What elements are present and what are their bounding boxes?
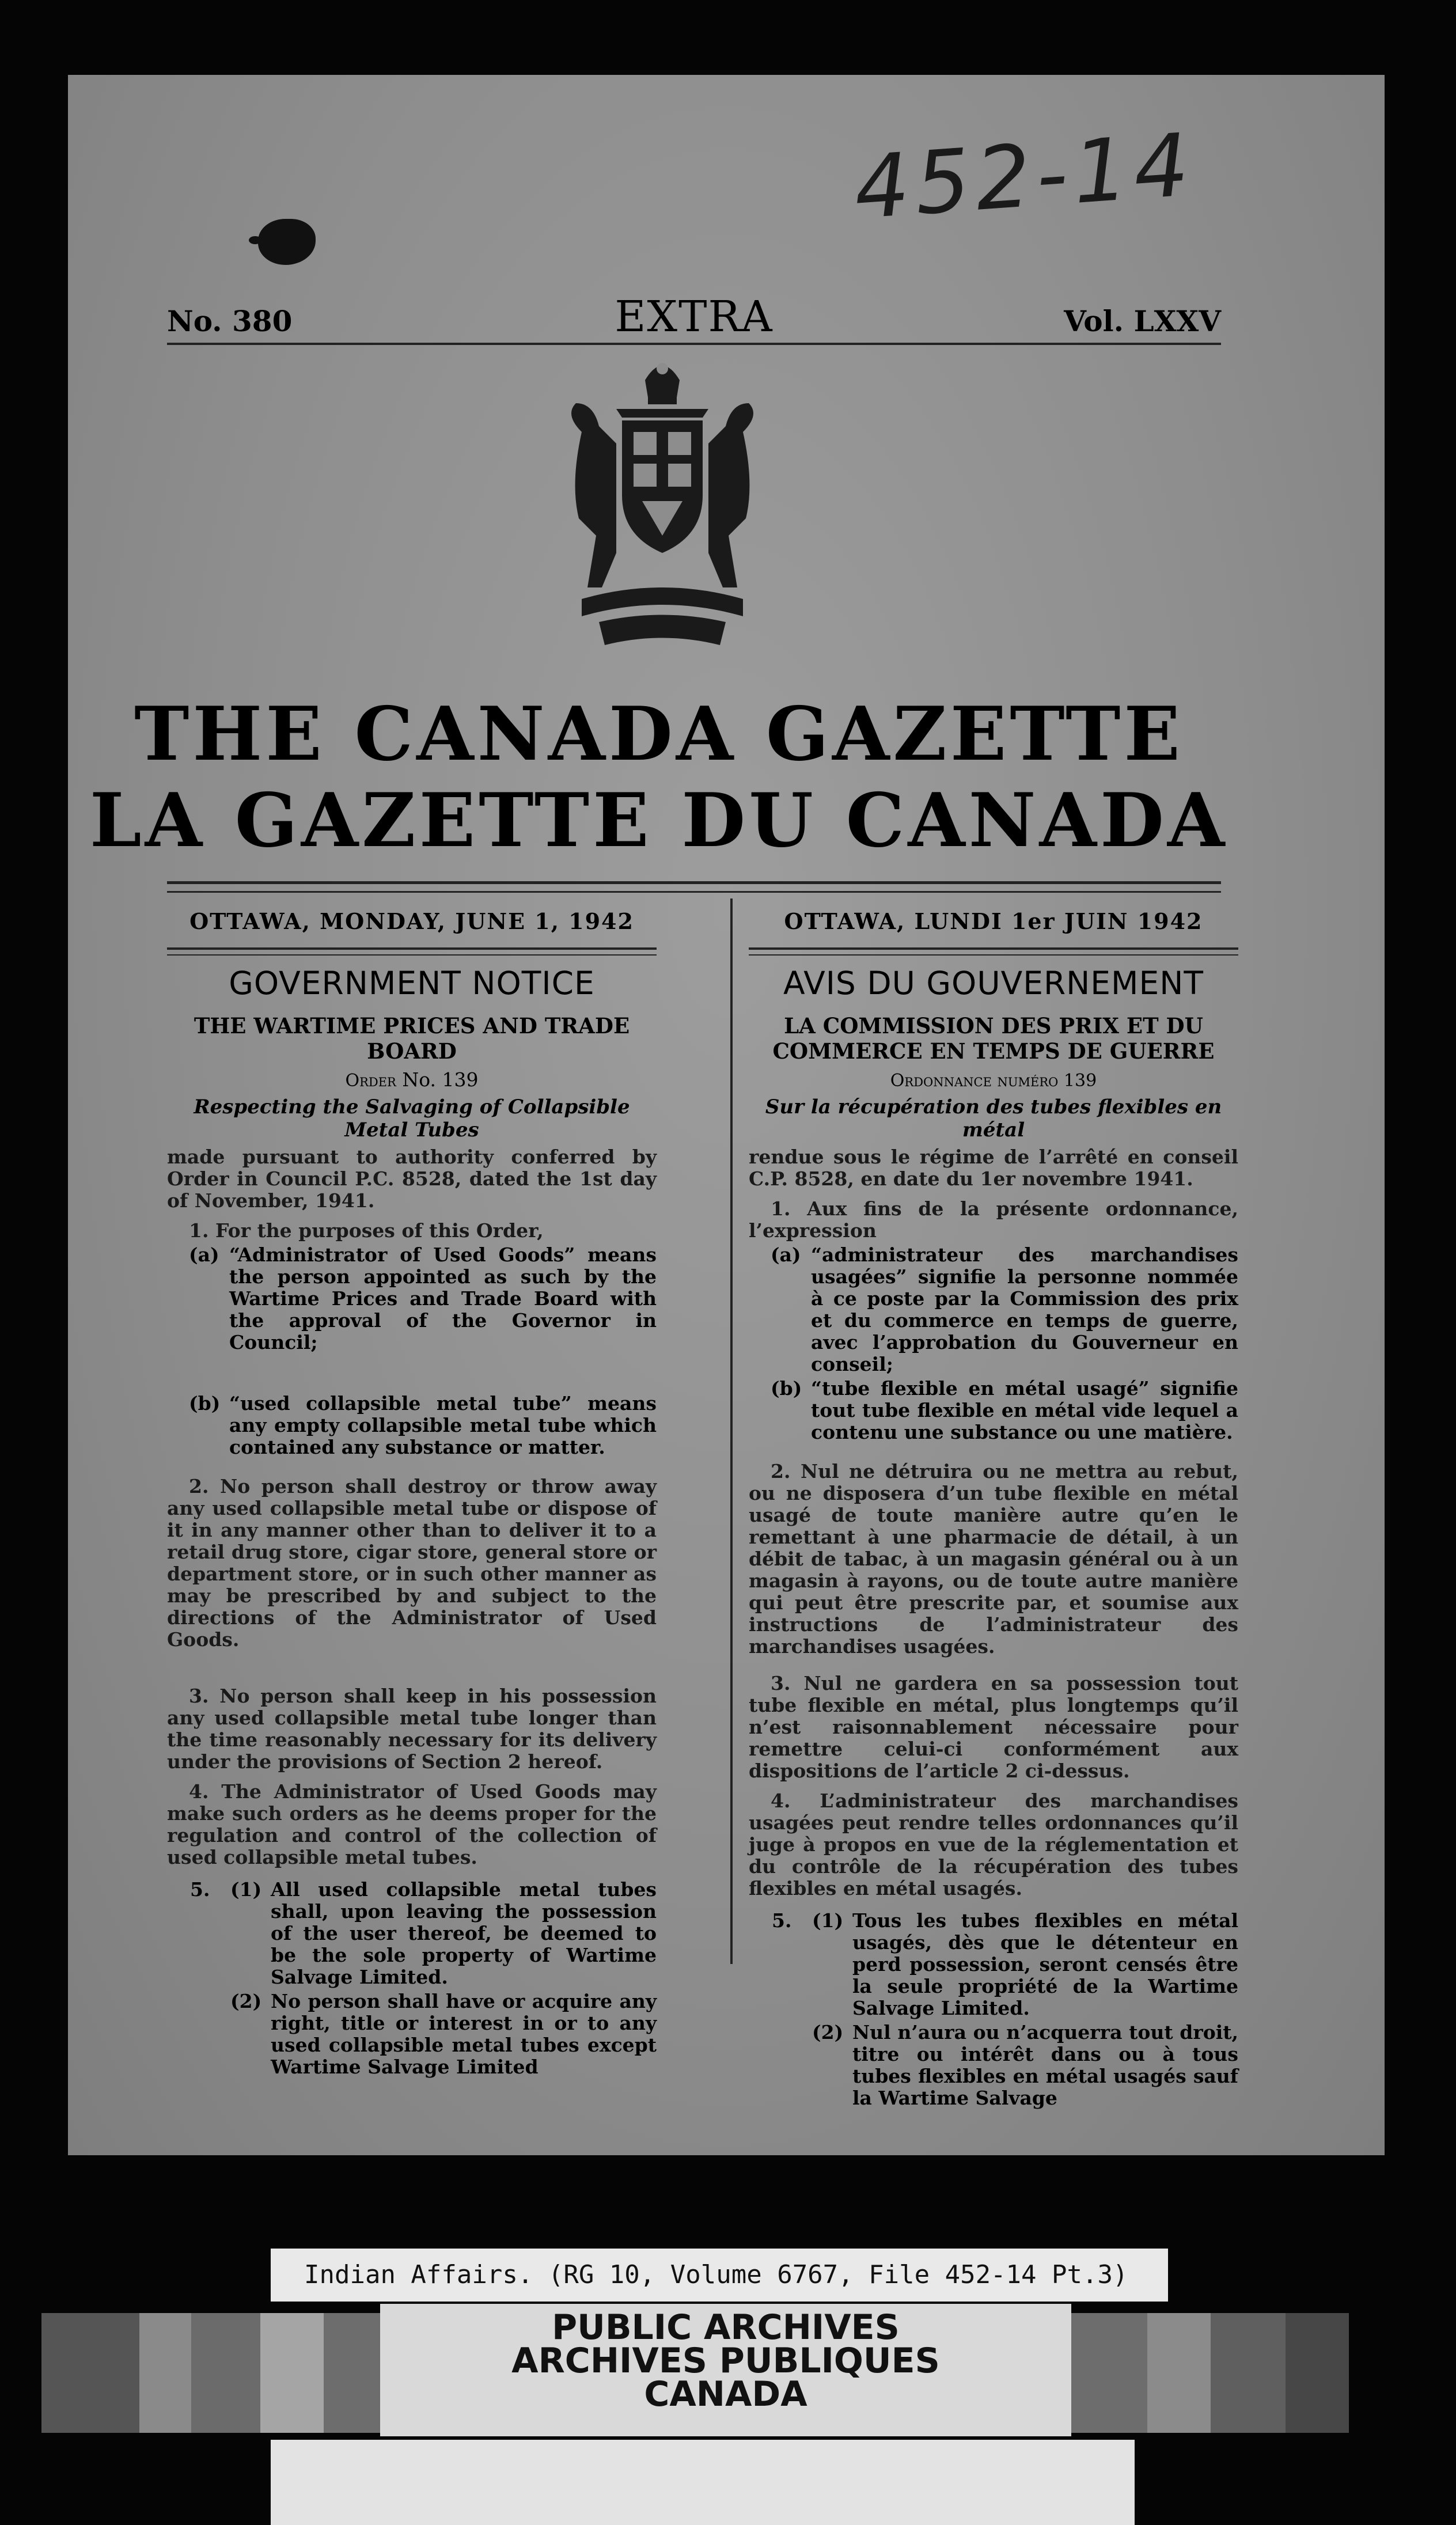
clause-text: All used collapsible metal tubes shall, upon leaving the possession of the user thereof, be deemed to be the sole property of Wartime Salvage Limited. [271,1878,657,1988]
preamble-french: rendue sous le régime de l’arrêté en conseil C.P. 8528, en date du 1er novembre 1941. [749,1146,1238,1190]
definition-a-english [189,1244,657,1354]
section-5-2-french [772,2022,1238,2109]
archive-label-footer [271,2440,1135,2525]
masthead [167,288,1221,345]
order-subject-english: Respecting the Salvaging of Collapsible Metal Tubes [194,1095,630,1142]
public-archives-stamp [380,2304,1071,2436]
preamble-english: made pursuant to authority conferred by Order in Council P.C. 8528, dated the 1st day of November, 1941. [167,1146,657,1212]
order-number-french [749,1068,1238,1091]
definition-b-french [771,1378,1238,1443]
clause-text: Tous les tubes flexibles en métal usagés, dès que le détenteur en perd possession, seront censés être la seule propriété de la Wartime Salvage Limited. [852,1909,1238,2019]
clause-label: (1) [812,1909,844,1932]
ink-blot [258,219,316,265]
edition-label: EXTRA [615,292,774,342]
section-5-1-english [190,1879,657,1988]
section-1-french: 1. Aux fins de la présente ordonnance, l’expression [749,1197,1238,1242]
dateline-english: OTTAWA, MONDAY, JUNE 1, 1942 [189,908,634,934]
definition-b-english [189,1393,657,1458]
clause-label: (2) [812,2021,844,2043]
section-number: 5. [772,1909,792,1932]
archive-line-2: ARCHIVES PUBLIQUES [511,2341,940,2381]
section-heading-french: AVIS DU GOUVERNEMENT [783,965,1204,1002]
board-name-french: LA COMMISSION DES PRIX ET DU COMMERCE EN TEMPS DE GUERRE [772,1013,1215,1064]
section-1-english: 1. For the purposes of this Order, [189,1219,544,1242]
clause-label: (1) [230,1878,262,1901]
section-number: 5. [190,1878,210,1901]
clause-text: No person shall have or acquire any right, title or interest in or to any used collapsible metal tubes except Wartime Salvage Limited [271,1990,657,2078]
clause-label: (a) [189,1243,219,1266]
clause-label: (a) [771,1243,801,1266]
royal-coat-of-arms-icon [547,346,778,657]
section-3-french: 3. Nul ne gardera en sa possession tout tube flexible en métal, plus longtemps qu’il n’est raisonnablement nécessaire pour remettre celui-ci conformément aux dispositions de l’article 2 ci-dessus. [749,1672,1238,1782]
dateline-rule [167,947,657,956]
issue-number: No. 380 [167,304,293,338]
order-number-english [167,1068,657,1091]
volume-label: Vol. LXXV [1064,304,1221,338]
section-4-french: 4. L’administrateur des marchandises usagées peut rendre telles ordonnances qu’il juge à propos en vue de la réglementation et du contrôle de la récupération des tubes flexibles en métal usagés. [749,1790,1238,1900]
order-no: No. 139 [402,1068,479,1091]
dateline-french: OTTAWA, LUNDI 1er JUIN 1942 [784,908,1203,934]
clause-text: “administrateur des marchandises usagées” signifie la personne nommée à ce poste par la Commission des prix et du commerce en temps de guerre, avec l’approbation du Gouverneur en conseil; [811,1243,1238,1375]
title-divider [167,881,1221,893]
column-divider [730,898,733,1964]
section-2-french: 2. Nul ne détruira ou ne mettra au rebut, ou ne disposera d’un tube flexible en métal usagé de toute manière autre qu’en le remettant à une pharmacie de détail, à un débit de tabac, à un magasin général ou à un magasin à rayons, ou de toute autre manière qui peut être prescrite par, et soumise aux instructions de l’administrateur des marchandises usagées. [749,1460,1238,1658]
clause-label: (b) [189,1392,221,1415]
board-name-english: THE WARTIME PRICES AND TRADE BOARD [194,1013,630,1064]
archive-line-3: CANADA [644,2374,807,2414]
order-word: Order [345,1071,396,1091]
clause-label: (b) [771,1377,802,1400]
english-column [167,896,657,2080]
dateline-rule [749,947,1238,956]
clause-text: “tube flexible en métal usagé” signifie tout tube flexible en métal vide lequel a contenu une substance ou une matière. [811,1377,1238,1443]
section-2-english: 2. No person shall destroy or throw away any used collapsible metal tube or dispose of it in any manner other than to deliver it to a retail drug store, cigar store, general store or department store, or in such other manner as may be prescribed by and subject to the directions of the Administrator of Used Goods. [167,1475,657,1651]
definition-a-french [771,1244,1238,1375]
gazette-title-english: THE CANADA GAZETTE [134,691,1184,778]
archive-file-reference: Indian Affairs. (RG 10, Volume 6767, File 452-14 Pt.3) [271,2249,1168,2302]
french-column [749,896,1238,2111]
section-heading-english: GOVERNMENT NOTICE [229,965,595,1002]
section-5-1-french [772,1910,1238,2019]
masthead-row [167,288,1221,345]
section-4-english: 4. The Administrator of Used Goods may make such orders as he deems proper for the regulation and control of the collection of used collapsible metal tubes. [167,1780,657,1868]
order-subject-french: Sur la récupération des tubes flexibles en métal [765,1095,1222,1142]
section-5-2-english [190,1991,657,2078]
archive-line-1: PUBLIC ARCHIVES [552,2307,900,2348]
clause-text: “Administrator of Used Goods” means the person appointed as such by the Wartime Prices and Trade Board with the approval of the Governor in Council; [229,1243,657,1354]
handwritten-file-number: 452-14 [851,115,1198,239]
clause-text: Nul n’aura ou n’acquerra tout droit, titre ou intérêt dans ou à tous tubes flexibles en métal usagés sauf la Wartime Salvage [852,2021,1238,2109]
section-3-english: 3. No person shall keep in his possession any used collapsible metal tube longer than the time reasonably necessary for its delivery under the provisions of Section 2 hereof. [167,1685,657,1773]
clause-text: “used collapsible metal tube” means any empty collapsible metal tube which contained any substance or matter. [229,1392,657,1458]
order-text: Ordonnance numéro 139 [890,1071,1097,1091]
gazette-title-french: LA GAZETTE DU CANADA [89,778,1228,864]
clause-label: (2) [230,1990,262,2012]
